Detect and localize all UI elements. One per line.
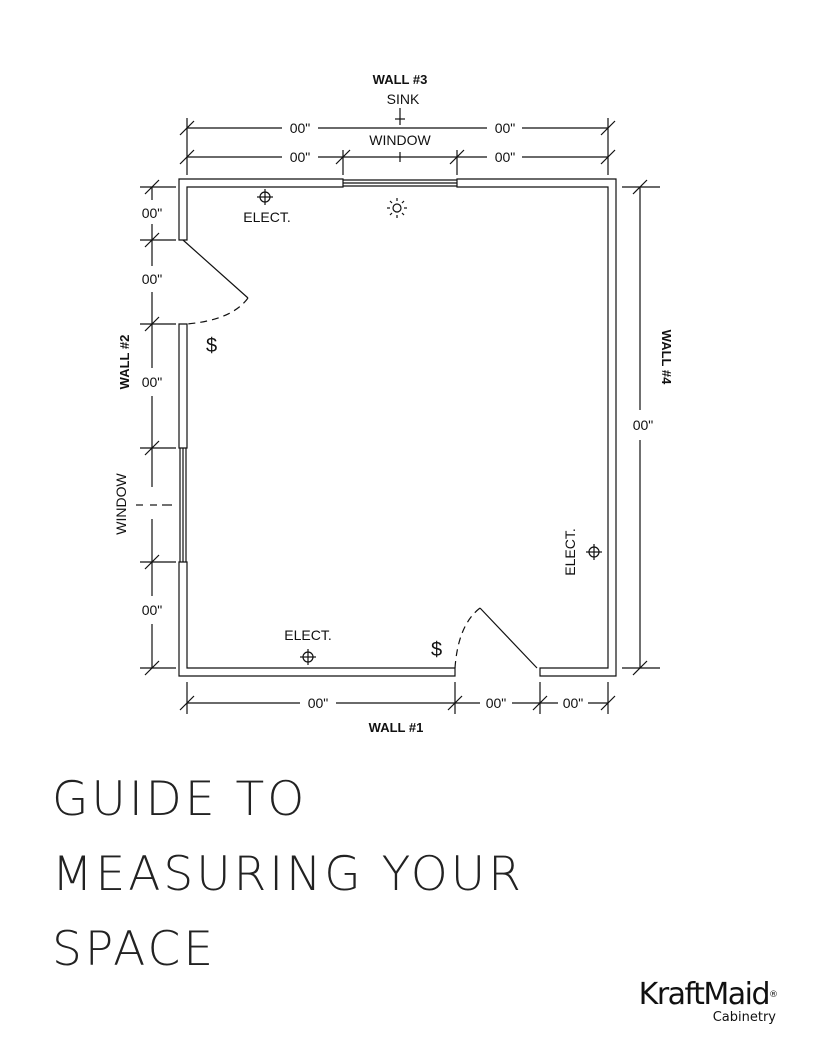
elect-bottom-label: ELECT. [284,627,332,643]
dim-bottom-right: 00" [562,695,584,711]
wall-1-label: WALL #1 [368,720,424,735]
switch-left-icon: $ [206,335,218,357]
elect-top-label: ELECT. [243,209,291,225]
outlet-top-icon [257,189,273,205]
brand-logo [639,979,778,1025]
elect-right-label: ELECT. [562,528,578,576]
left-door [183,240,248,324]
dim-top-inner-left: 00" [289,149,311,165]
dim-bottom-left: 00" [307,695,329,711]
brand-name-row [639,979,778,1011]
wall-2-label: WALL #2 [117,334,132,390]
top-window [343,180,457,186]
ceiling-light-icon [387,198,407,218]
dim-top-outer-left: 00" [289,120,311,136]
dim-left-bottom: 00" [141,602,163,618]
left-window-label: WINDOW [113,473,129,535]
wall-4-label: WALL #4 [659,329,674,385]
dim-left [136,180,176,675]
dim-left-middle: 00" [141,374,163,390]
brand-name: KraftMaid [638,977,769,1012]
registered-mark: ® [769,990,778,1000]
outlet-right-icon [586,544,602,560]
dim-bottom [180,682,615,714]
dim-top-inner-right: 00" [494,149,516,165]
bottom-door [455,608,537,668]
wall-3-right-segment [457,179,616,676]
brand-sub: Cabinetry [712,1010,776,1025]
switch-bottom-icon: $ [431,639,443,661]
title-line-1: GUIDE TO [52,772,308,827]
dim-top-inner [180,150,615,175]
title-line-3: SPACE [52,922,217,977]
top-window-label: WINDOW [369,132,431,148]
dim-left-top: 00" [141,205,163,221]
wall-2-middle-segment [179,324,187,448]
dim-bottom-door: 00" [485,695,507,711]
wall-1-left-segment [179,562,455,676]
wall-3-label: WALL #3 [372,72,428,87]
dim-top-outer-right: 00" [494,120,516,136]
left-window [180,448,186,562]
page-title [52,762,524,987]
title-line-2: MEASURING YOUR [52,847,524,902]
dim-right-full: 00" [632,417,654,433]
outlet-bottom-icon [300,649,316,665]
dim-left-door: 00" [141,271,163,287]
sink-label: SINK [386,91,420,107]
